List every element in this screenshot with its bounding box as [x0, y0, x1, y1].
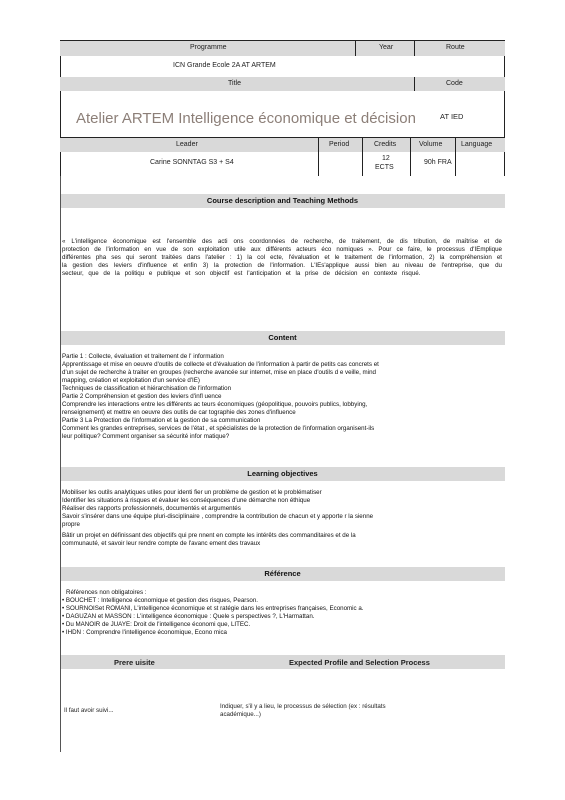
- credits-value: 12: [382, 155, 390, 162]
- reference-line: • BOUCHET : Intelligence économique et gestion des risques, Pearson.: [62, 597, 259, 604]
- reference-line: • DAGUZAN et MASSON : L'intelligence économique : Quele s perspectives ?, L'Harmattan.: [62, 613, 315, 620]
- prerequisite-header: Prere uisite: [114, 658, 155, 667]
- rule: [410, 137, 411, 176]
- course-description-text: « L'intelligence économique est l'ensemble des acti ons coordonnées de recherche, de traitement, de dis tribution, de maîtrise et de protection de l'information en vue de son exploitation utile aux différents acteurs éco nomiques ». Pour ce faire, le processus d'IEmplique différentes pha ses qui seront traitées dans l'atelier : 1) la col ecte, l'évaluation et le traitement de l'information, 2) la compréhension et la gestion des leviers d'influence et enfin 3) la protection de l'information. L'IEs'applique aussi bien au niveau de l'entreprise, que du secteur, que de la politiqu e publique et son objectif est l'anticipation et la prise de décision en contexte risqué.: [62, 238, 502, 277]
- course-description-header: Course description and Teaching Methods: [60, 194, 505, 208]
- rule: [355, 40, 356, 56]
- content-line: Apprentissage et mise en oeuvre d'outils de collecte et d'évaluation de l'information à partir de petits cas concrets et: [62, 361, 379, 368]
- table-border-right: [504, 40, 505, 176]
- content-line: d'un sujet de recherche à traiter en groupes (recherche avancée sur internet, mise en place d'outils d e veille, mind: [62, 369, 376, 376]
- expected-profile-line: Indiquer, s'il y a lieu, le processus de sélection (ex : résultats: [220, 703, 386, 710]
- language-label: Language: [461, 141, 493, 148]
- programme-value: ICN Grande Ecole 2A AT ARTEM: [173, 62, 276, 69]
- rule: [318, 137, 319, 176]
- expected-profile-line: académique...): [220, 711, 261, 718]
- period-label: Period: [329, 141, 350, 148]
- rule: [362, 137, 363, 176]
- reference-line: • IHDN : Comprendre l'intelligence économique, Econo mica: [62, 629, 227, 636]
- table-border-left: [60, 40, 61, 176]
- rule: [414, 77, 415, 91]
- rule: [60, 40, 505, 41]
- content-line: leur politique? Comment organiser sa sécurité infor matique?: [62, 433, 230, 440]
- rule: [414, 40, 415, 56]
- objective-line: Bâtir un projet en définissant des objectifs qui pre nnent en compte les intérêts des commanditaires et de la: [62, 532, 356, 539]
- content-text: [62, 353, 502, 441]
- year-label: Year: [379, 44, 394, 51]
- learning-objectives-header: Learning objectives: [60, 467, 505, 481]
- objective-line: Identifier les situations à risques et évaluer les conséquences d'une démarche non éthique: [62, 497, 311, 504]
- code-value: AT IED: [440, 112, 464, 121]
- learning-objectives-text: [62, 489, 502, 548]
- expected-profile-header: Expected Profile and Selection Process: [289, 658, 430, 667]
- prerequisite-text: Il faut avoir suivi...: [64, 707, 114, 714]
- content-line: Partie 3 La Protection de l'information et la gestion de sa communication: [62, 417, 261, 424]
- content-line: Comprendre les interactions entre les différents ac teurs économiques (géopolitique, pouvoirs publics, lobbying,: [62, 401, 368, 408]
- objective-line: propre: [62, 521, 80, 528]
- volume-label: Volume: [419, 141, 443, 148]
- reference-text: [62, 589, 502, 637]
- content-line: Partie 2 Compréhension et gestion des leviers d'infl uence: [62, 393, 222, 400]
- content-line: mapping, création et exploitation d'un service d'IE): [62, 377, 200, 384]
- course-title: Atelier ARTEM Intelligence économique et décision: [76, 110, 416, 127]
- reference-line: Références non obligatoires :: [66, 589, 147, 596]
- volume-value: 90h FRA: [424, 159, 452, 166]
- route-label: Route: [446, 44, 465, 51]
- objective-line: communauté, et savoir leur rendre compte de l'avanc ement des travaux: [62, 540, 261, 547]
- reference-line: • SOURNOISet ROMANI, L'intelligence économique et st ratégie dans les entreprises françaises, Economic a.: [62, 605, 364, 612]
- programme-label: Programme: [190, 44, 227, 51]
- content-line: Partie 1 : Collecte, évaluation et traitement de l' information: [62, 353, 224, 360]
- content-header: Content: [60, 331, 505, 345]
- page-left-rule: [60, 176, 61, 752]
- rule: [60, 137, 505, 138]
- code-label: Code: [446, 80, 463, 87]
- objective-line: Mobiliser les outils analytiques utiles pour identi fier un problème de gestion et le problématiser: [62, 489, 322, 496]
- content-line: renseignement) et mettre en oeuvre des outils de car tographie des zones d'influence: [62, 409, 296, 416]
- credits-unit: ECTS: [375, 164, 394, 171]
- reference-header: Référence: [60, 567, 505, 581]
- leader-label: Leader: [176, 141, 198, 148]
- leader-value: Carine SONNTAG S3 + S4: [150, 159, 234, 166]
- content-line: Techniques de classification et hiérarchisation de l'information: [62, 385, 232, 392]
- objective-line: Savoir s'insérer dans une équipe pluri-disciplinaire , comprendre la contribution de chacun et y apporte r la sienne: [62, 513, 374, 520]
- title-label: Title: [228, 80, 241, 87]
- header-row-title: [60, 77, 505, 91]
- credits-label: Credits: [374, 141, 397, 148]
- content-line: Comment les grandes entreprises, services de l'état , et spécialistes de la protection de l'information organisent-ils: [62, 425, 375, 432]
- rule: [455, 137, 456, 176]
- objective-line: Réaliser des rapports professionnels, documentés et argumentés: [62, 505, 241, 512]
- reference-line: • Du MANOIR de JUAYE: Droit de l'intelligence économi que, LITEC.: [62, 621, 251, 628]
- header-row-programme: [60, 41, 505, 56]
